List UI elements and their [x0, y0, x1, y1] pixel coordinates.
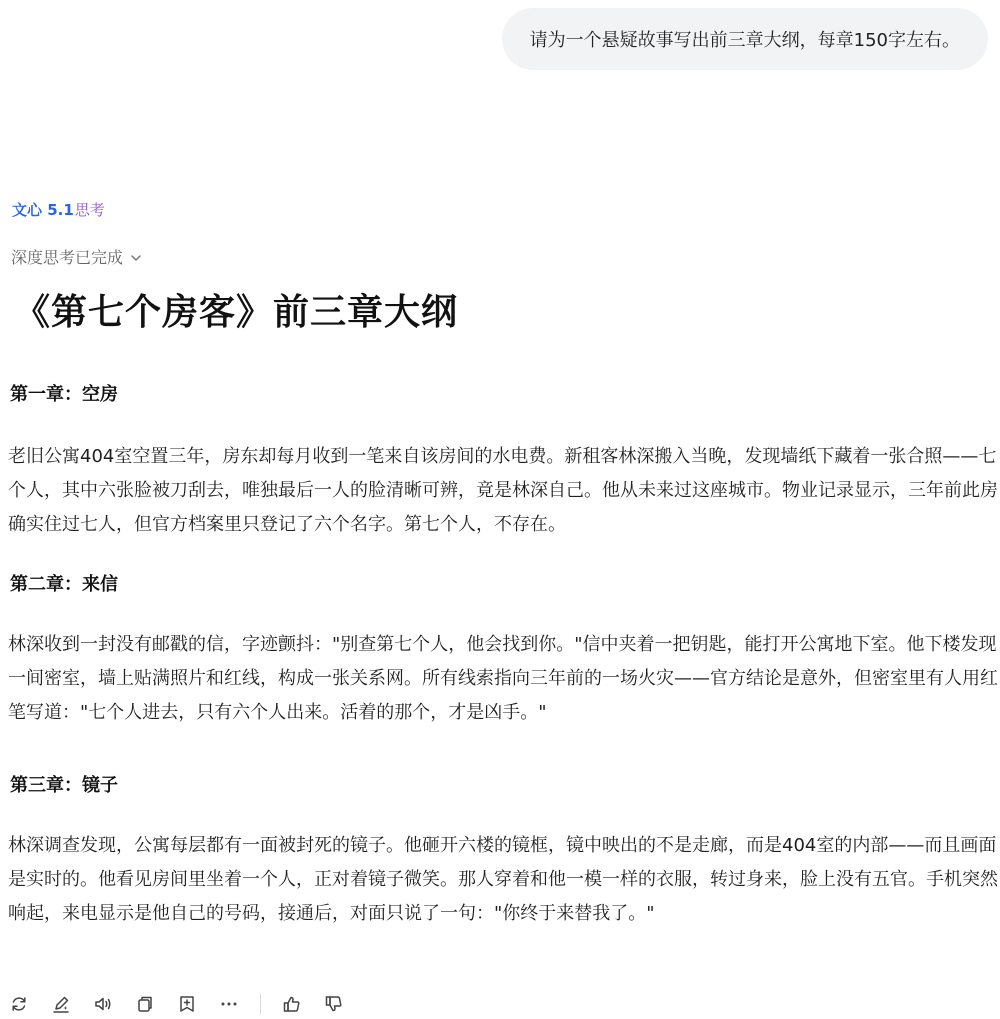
chevron-down-icon	[129, 250, 143, 264]
chapter-3-body: 林深调查发现，公寓每层都有一面被封死的镜子。他砸开六楼的镜框，镜中映出的不是走廊，而是404室的内部——而且画面是实时的。他看见房间里坐着一个人，正对着镜子微笑。那人穿着和他一模一样的衣服，转过身来，脸上没有五官。手机突然响起，来电显示是他自己的号码，接通后，对面只说了一句："你终于来替我了。"	[8, 835, 998, 924]
edit-icon[interactable]	[50, 993, 72, 1015]
chapter-1-body: 老旧公寓404室空置三年，房东却每月收到一笔来自该房间的水电费。新租客林深搬入当晚，发现墙纸下藏着一张合照——七个人，其中六张脸被刀刮去，唯独最后一人的脸清晰可辨，竟是林深自己。他从未来过这座城市。物业记录显示，三年前此房确实住过七人，但官方档案里只登记了六个名字。第七个人，不存在。	[8, 446, 998, 535]
user-message-text: 请为一个悬疑故事写出前三章大纲，每章150字左右。	[529, 30, 960, 51]
user-message-bubble	[502, 8, 988, 70]
read-aloud-icon[interactable]	[92, 993, 114, 1015]
thinking-toggle[interactable]	[11, 245, 143, 268]
chapter-2-body: 林深收到一封没有邮戳的信，字迹颤抖："别查第七个人，他会找到你。"信中夹着一把钥匙，能打开公寓地下室。他下楼发现一间密室，墙上贴满照片和红线，构成一张关系网。所有线索指向三年前的一场火灾——官方结论是意外，但密室里有人用红笔写道："七个人进去，只有六个人出来。活着的那个，才是凶手。"	[8, 634, 998, 723]
thinking-status: 深度思考已完成	[11, 248, 124, 267]
document-title: 《第七个房客》前三章大纲	[14, 292, 459, 333]
chapter-3-heading: 第三章：镜子	[10, 775, 118, 796]
chapter-2-heading: 第二章：来信	[10, 574, 118, 595]
regenerate-icon[interactable]	[8, 993, 30, 1015]
thumbs-down-icon[interactable]	[323, 993, 345, 1015]
more-icon[interactable]	[218, 993, 240, 1015]
response-toolbar	[8, 993, 365, 1015]
add-note-icon[interactable]	[176, 993, 198, 1015]
model-name: 文心 5.1	[12, 201, 74, 219]
toolbar-divider	[260, 994, 261, 1014]
copy-icon[interactable]	[134, 993, 156, 1015]
model-mode: 思考	[74, 201, 105, 219]
model-label	[12, 199, 105, 220]
chapter-1-heading: 第一章：空房	[10, 384, 118, 405]
thumbs-up-icon[interactable]	[281, 993, 303, 1015]
